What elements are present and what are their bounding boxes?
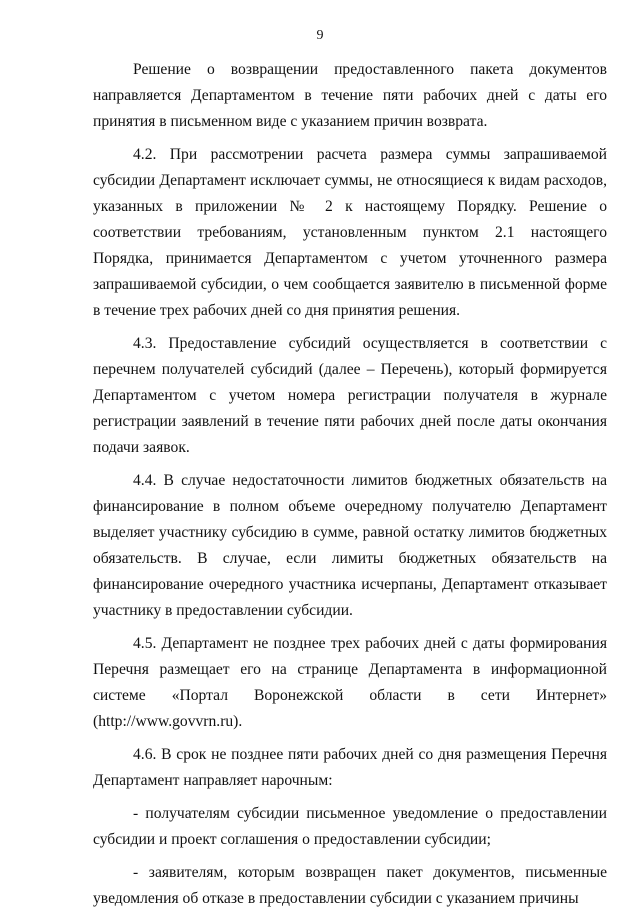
- paragraph-4-4: 4.4. В случае недостаточности лимитов бюджетных обязательств на финансирование в полном объеме очередному получателю Департамент выделяет участнику субсидию в сумме, равной остатку лимитов бюджетных обязательств. В случае, если лимиты бюджетных обязательств на финансирование очередного участника исчерпаны, Департамент отказывает участнику в предоставлении субсидии.: [93, 472, 607, 619]
- list-item-recipients: - получателям субсидии письменное уведомление о предоставлении субсидии и проект соглашения о предоставлении субсидии;: [93, 805, 607, 848]
- paragraph-4-6: 4.6. В срок не позднее пяти рабочих дней со дня размещения Перечня Департамент направляет нарочным:: [93, 746, 607, 789]
- paragraph-4-3: 4.3. Предоставление субсидий осуществляется в соответствии с перечнем получателей субсидий (далее – Перечень), который формируется Департаментом с учетом номера регистрации получателя в журнале регистрации заявлений в течение пяти рабочих дней после даты окончания подачи заявок.: [93, 335, 607, 456]
- page-number: 9: [316, 28, 324, 43]
- document-body: [93, 57, 607, 912]
- list-item-applicants: - заявителям, которым возвращен пакет документов, письменные уведомления об отказе в предоставлении субсидии с указанием причины: [93, 864, 607, 907]
- paragraph-4-5: 4.5. Департамент не позднее трех рабочих дней с даты формирования Перечня размещает его на странице Департамента в информационной системе «Портал Воронежской области в сети Интернет» (http://www.govvrn.ru).: [93, 635, 607, 730]
- paragraph-4-2: 4.2. При рассмотрении расчета размера суммы запрашиваемой субсидии Департамент исключает суммы, не относящиеся к видам расходов, указанных в приложении № 2 к настоящему Порядку. Решение о соответствии требованиям, установленным пунктом 2.1 настоящего Порядка, принимается Департаментом с учетом уточненного размера запрашиваемой субсидии, о чем сообщается заявителю в письменной форме в течение трех рабочих дней со дня принятия решения.: [93, 146, 607, 319]
- paragraph-return-decision: Решение о возвращении предоставленного пакета документов направляется Департаментом в течение пяти рабочих дней с даты его принятия в письменном виде с указанием причин возврата.: [93, 61, 607, 130]
